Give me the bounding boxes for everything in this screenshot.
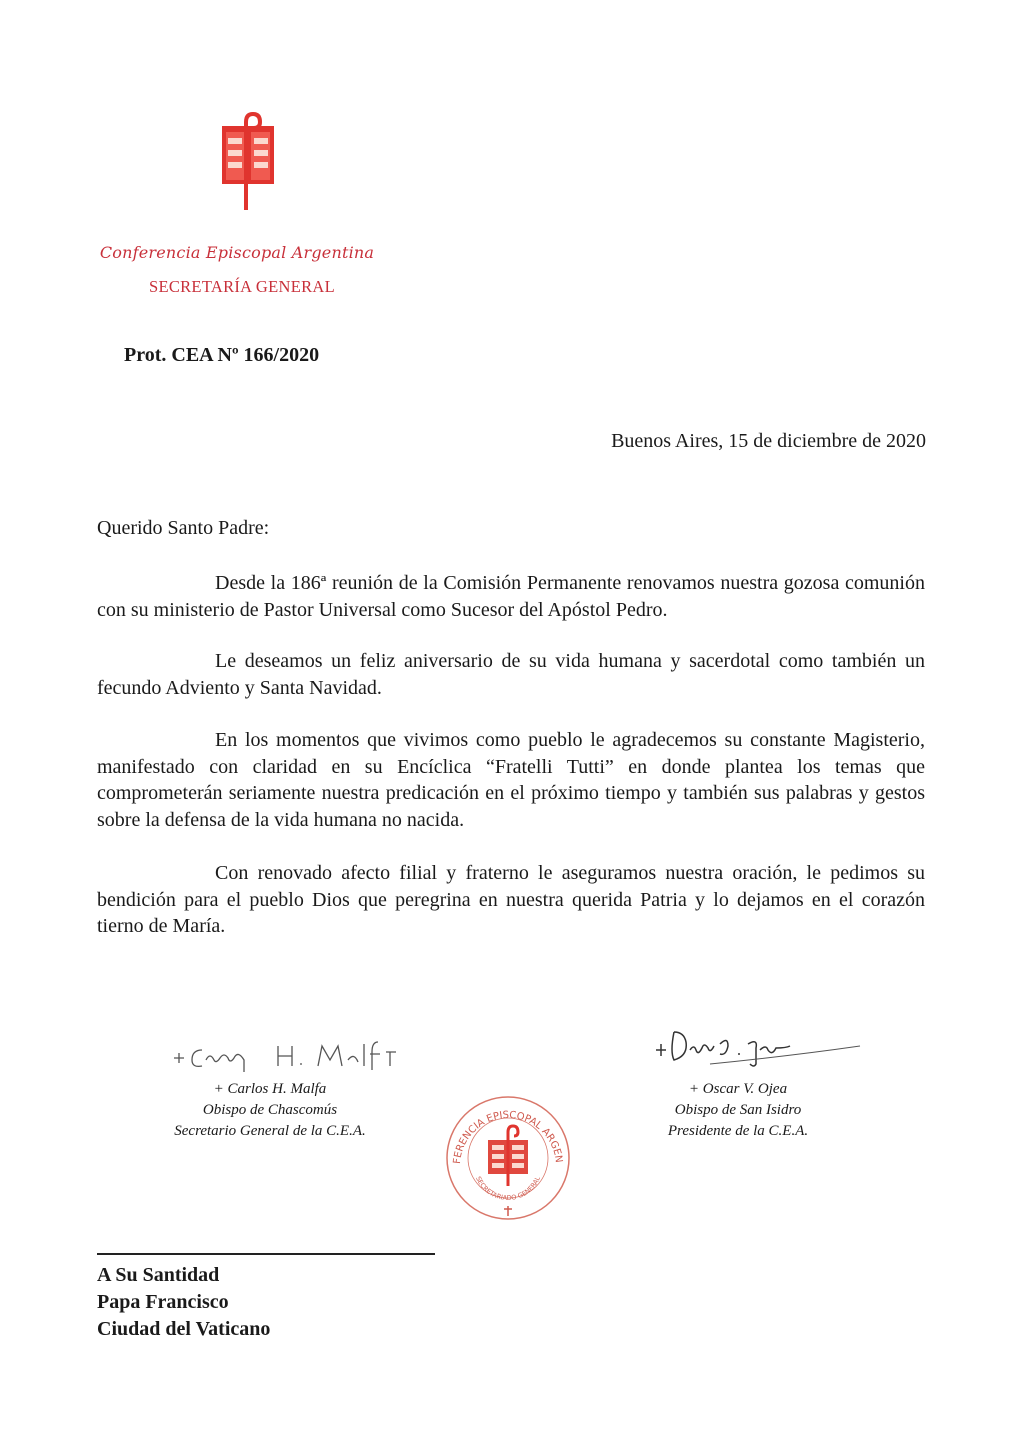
- seal-outer-text: FERENCIA EPISCOPAL ARGEN: [451, 1109, 564, 1165]
- signatory-2: [598, 1079, 878, 1142]
- signatory-title: Presidente de la C.E.A.: [667, 1123, 809, 1139]
- organization-name: Conferencia Episcopal Argentina: [99, 243, 375, 262]
- divider-line: [97, 1253, 435, 1255]
- signatory-role: Obispo de San Isidro: [674, 1102, 802, 1118]
- signatory-role: Obispo de Chascomús: [202, 1102, 338, 1118]
- protocol-reference: Prot. CEA Nº 166/2020: [124, 344, 320, 366]
- paragraph-text: Le deseamos un feliz aniversario de su vida humana y sacerdotal como también un fecundo Adviento y Santa Navidad.: [97, 650, 925, 699]
- date-line: Buenos Aires, 15 de diciembre de 2020: [611, 430, 926, 452]
- department-name: SECRETARÍA GENERAL: [148, 277, 336, 296]
- paragraph-text: Desde la 186ª reunión de la Comisión Permanente renovamos nuestra gozosa comunión con su ministerio de Pastor Universal como Sucesor del Apóstol Pedro.: [97, 572, 925, 621]
- paragraph-text: En los momentos que vivimos como pueblo le agradecemos su constante Magisterio, manifestado con claridad en su Encíclica “Fratelli Tutti” en donde plantea los temas que comprometerán seriamente nuestra predicación en el próximo tiempo y también sus palabras y gestos sobre la defensa de la vida humana no nacida.: [97, 729, 925, 831]
- paragraph-2: [97, 648, 925, 701]
- salutation: Querido Santo Padre:: [97, 517, 270, 539]
- addressee-line-1: A Su Santidad: [97, 1264, 220, 1286]
- addressee-line-2: Papa Francisco: [97, 1291, 229, 1313]
- signatory-title: Secretario General de la C.E.A.: [174, 1123, 366, 1139]
- signatory-name: + Carlos H. Malfa: [213, 1081, 327, 1097]
- signatory-name: + Oscar V. Ojea: [688, 1081, 788, 1097]
- signatory-1: [130, 1079, 410, 1142]
- official-seal-icon: [444, 1094, 572, 1222]
- paragraph-text: Con renovado afecto filial y fraterno le aseguramos nuestra oración, le pedimos su bendición para el pueblo Dios que peregrina en nuestra querida Patria y lo dejamos en el corazón tierno de María.: [97, 862, 925, 937]
- seal-inner-text: SECRETARIADO GENERAL: [474, 1175, 542, 1203]
- paragraph-4: [97, 860, 925, 940]
- addressee-line-3: Ciudad del Vaticano: [97, 1318, 271, 1340]
- signature-malfa-icon: [168, 1028, 428, 1078]
- paragraph-1: [97, 570, 925, 623]
- signature-ojea-icon: [650, 1020, 910, 1070]
- crozier-book-emblem-icon: [216, 112, 280, 212]
- addressee-block: [97, 1262, 270, 1343]
- paragraph-3: [97, 727, 925, 833]
